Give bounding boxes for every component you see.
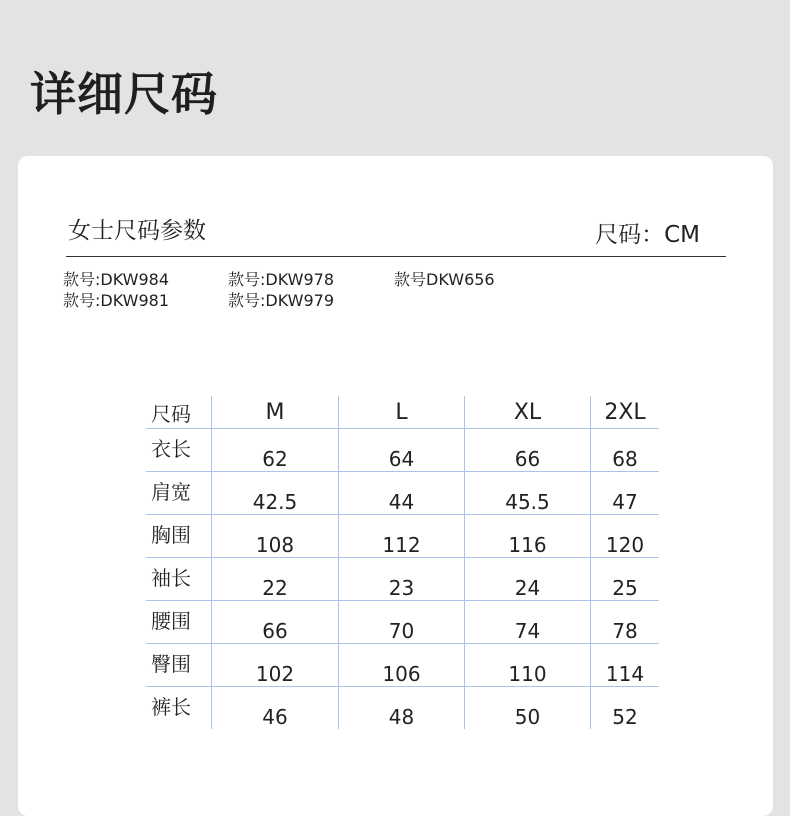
- table-row: [146, 429, 659, 472]
- measurement-cell: 112: [339, 515, 465, 558]
- size-card: [18, 156, 773, 816]
- page-title: 详细尺码: [30, 67, 218, 121]
- header-size-label: 尺码: [146, 396, 212, 429]
- header-size-2xl: 2XL: [591, 396, 660, 429]
- measurement-cell: 106: [339, 644, 465, 687]
- measurement-cell: 42.5: [212, 472, 339, 515]
- measurement-cell: 114: [591, 644, 660, 687]
- row-label: 胸围: [146, 515, 212, 558]
- table-row: [146, 644, 659, 687]
- measurement-cell: 47: [591, 472, 660, 515]
- measurement-cell: 46: [212, 687, 339, 730]
- measurement-cell: 64: [339, 429, 465, 472]
- row-label: 肩宽: [146, 472, 212, 515]
- measurement-cell: 66: [465, 429, 591, 472]
- row-label: 衣长: [146, 429, 212, 472]
- measurement-cell: 48: [339, 687, 465, 730]
- measurement-cell: 52: [591, 687, 660, 730]
- measurement-cell: 110: [465, 644, 591, 687]
- measurement-cell: 74: [465, 601, 591, 644]
- card-header: [66, 208, 726, 257]
- table-row: [146, 601, 659, 644]
- size-table: [146, 396, 659, 729]
- header-size-l: L: [339, 396, 465, 429]
- unit-label: 尺码：CM: [595, 222, 700, 248]
- header-size-xl: XL: [465, 396, 591, 429]
- style-code: 款号:DKW979: [228, 291, 334, 310]
- measurement-cell: 22: [212, 558, 339, 601]
- measurement-cell: 68: [591, 429, 660, 472]
- table-row: [146, 472, 659, 515]
- row-label: 裤长: [151, 695, 191, 719]
- table-header-row: [146, 396, 659, 429]
- measurement-cell: 24: [465, 558, 591, 601]
- size-chart-subtitle: 女士尺码参数: [68, 218, 206, 244]
- measurement-cell: 45.5: [465, 472, 591, 515]
- style-code: 款号:DKW984: [63, 270, 169, 289]
- measurement-cell: 78: [591, 601, 660, 644]
- measurement-cell: 23: [339, 558, 465, 601]
- measurement-cell: 120: [591, 515, 660, 558]
- measurement-cell: 66: [212, 601, 339, 644]
- table-row: [146, 558, 659, 601]
- table-row: [146, 687, 659, 730]
- header-size-m: M: [212, 396, 339, 429]
- measurement-cell: 25: [591, 558, 660, 601]
- measurement-cell: 50: [465, 687, 591, 730]
- row-label: 袖长: [146, 558, 212, 601]
- measurement-cell: 108: [212, 515, 339, 558]
- style-code: 款号:DKW981: [63, 291, 169, 310]
- measurement-cell: 62: [212, 429, 339, 472]
- measurement-cell: 116: [465, 515, 591, 558]
- style-code: 款号DKW656: [394, 270, 495, 289]
- row-label: 臀围: [146, 644, 212, 687]
- style-code: 款号:DKW978: [228, 270, 334, 289]
- measurement-cell: 44: [339, 472, 465, 515]
- measurement-cell: 70: [339, 601, 465, 644]
- measurement-cell: 102: [212, 644, 339, 687]
- table-row: [146, 515, 659, 558]
- row-label: 腰围: [146, 601, 212, 644]
